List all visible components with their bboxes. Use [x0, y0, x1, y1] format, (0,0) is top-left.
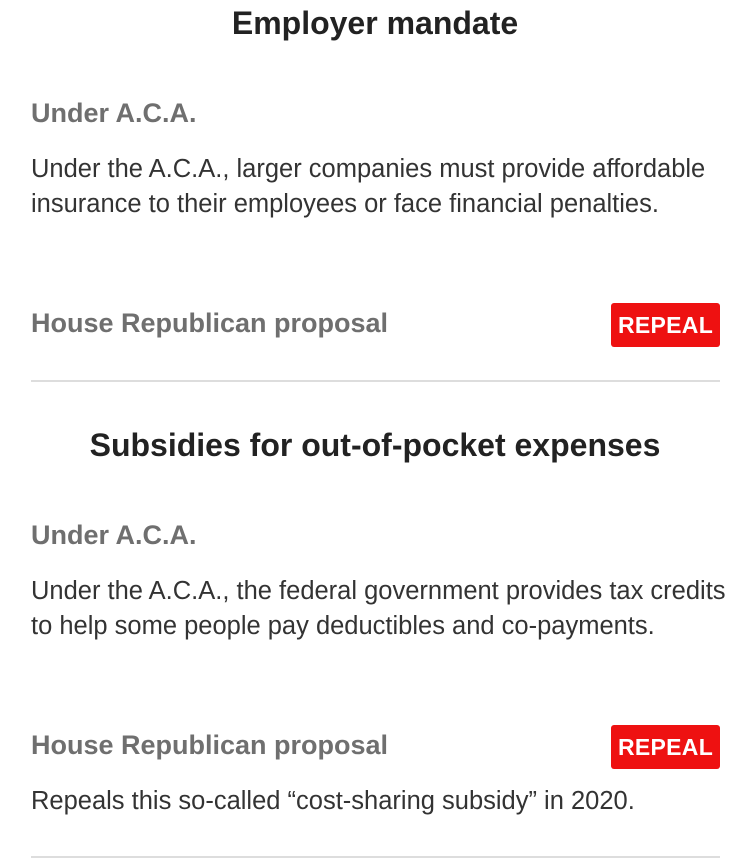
repeal-badge: REPEAL [611, 303, 720, 347]
section-title: Employer mandate [231, 5, 519, 41]
proposal-label: House Republican proposal [31, 308, 389, 338]
proposal-description: Repeals this so-called “cost-sharing subsidy” in 2020. [31, 787, 635, 815]
aca-description: Under the A.C.A., larger companies must provide affordable insurance to their employees or face financial penalties. [31, 155, 706, 218]
aca-label: Under A.C.A. [31, 98, 197, 128]
aca-description: Under the A.C.A., the federal government provides tax credits to help some people pay deductibles and co-payments. [31, 577, 726, 640]
repeal-badge: REPEAL [611, 725, 720, 769]
proposal-label: House Republican proposal [31, 730, 389, 760]
section-title: Subsidies for out-of-pocket expenses [89, 427, 661, 463]
section-divider [31, 856, 720, 858]
section-divider [31, 380, 720, 382]
aca-label: Under A.C.A. [31, 520, 197, 550]
